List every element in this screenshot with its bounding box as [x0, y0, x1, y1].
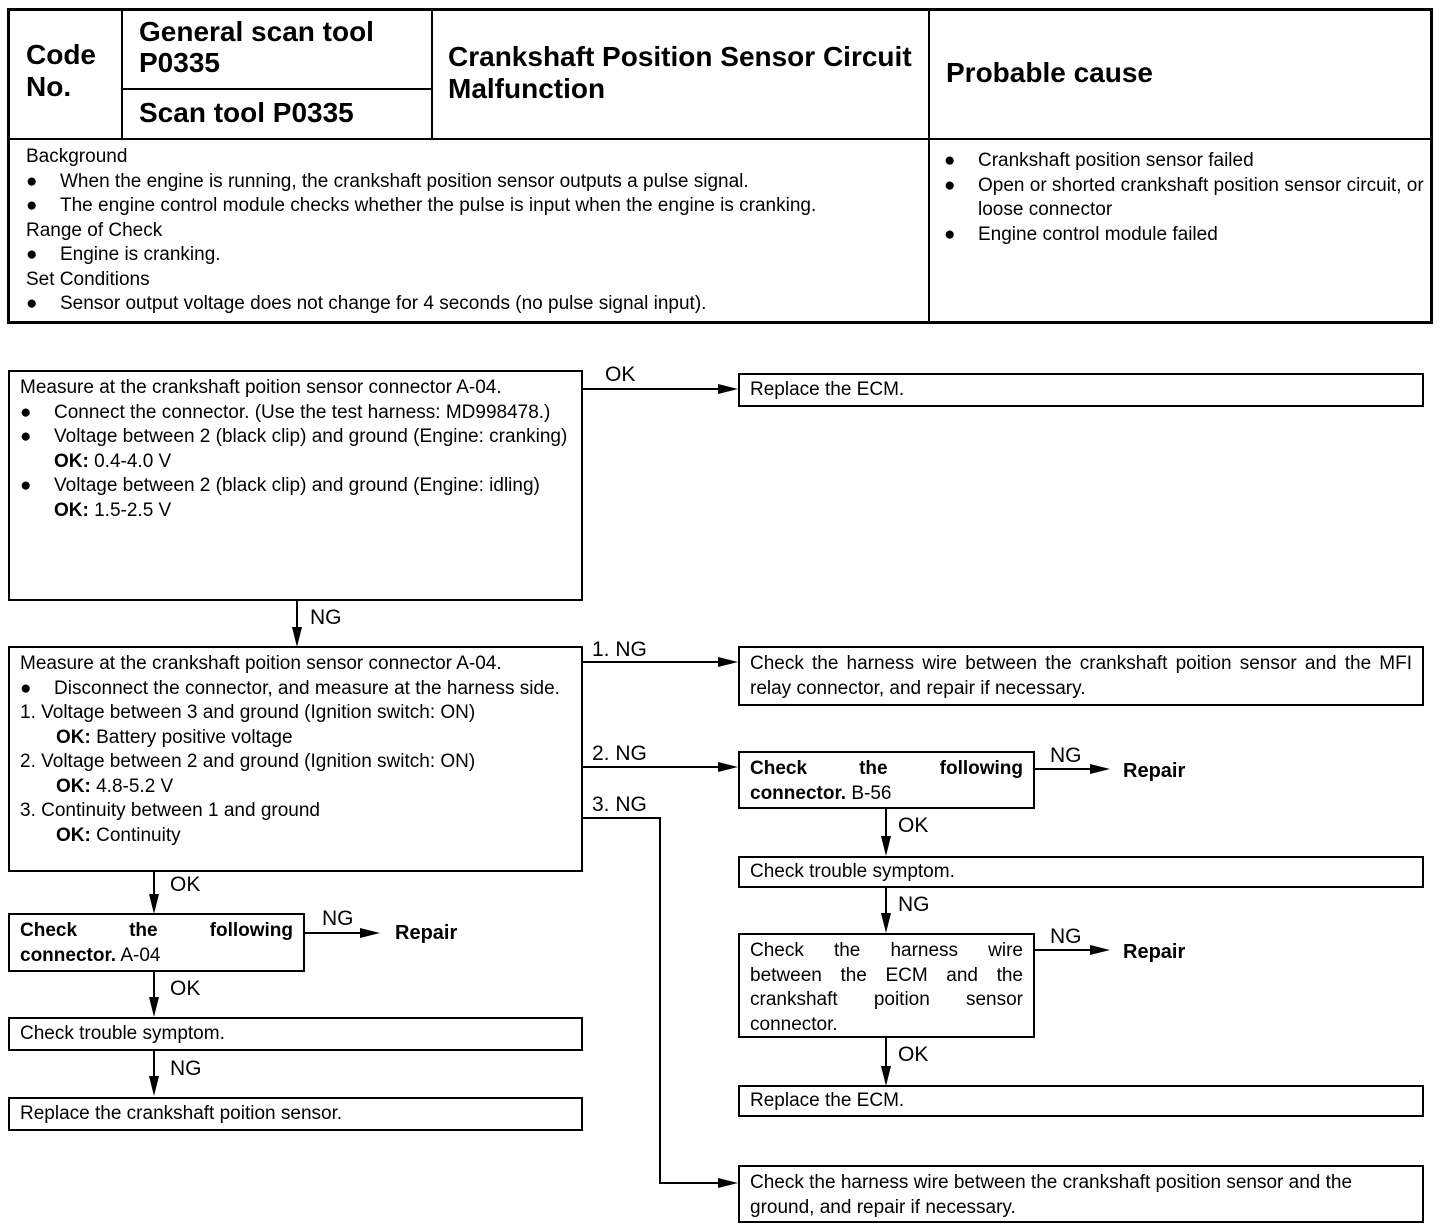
list-item: ● Disconnect the connector, and measure at the harness side. [20, 677, 571, 702]
bullet-icon: ● [944, 174, 956, 196]
arrow-right-icon [360, 928, 380, 938]
check-item-3: 3. Continuity between 1 and ground [20, 800, 320, 821]
arrow-right-icon [1090, 764, 1110, 774]
arrow-right-icon [1090, 945, 1110, 955]
arrow-right-icon [718, 762, 738, 772]
check-b56-box: Check the following connector. B-56 [738, 751, 1035, 809]
bullet-icon: ● [944, 223, 956, 245]
ng-label: NG [322, 907, 354, 930]
bullet-icon: ● [20, 426, 32, 447]
list-item: ● Crankshaft position sensor failed [944, 149, 1424, 174]
description [26, 145, 926, 317]
replace-ecm-box: Replace the ECM. [738, 1085, 1424, 1117]
ng-label: NG [310, 606, 342, 629]
connector-line [583, 388, 723, 390]
bullet-icon: ● [26, 195, 38, 216]
list-item: ● Engine is cranking. [26, 243, 926, 268]
header-divider [928, 11, 930, 321]
replace-ecm-box: Replace the ECM. [738, 373, 1424, 407]
set-conditions-label: Set Conditions [26, 268, 150, 290]
trouble-symptom-left-box: Check trouble symptom. [8, 1017, 583, 1051]
ng-label: NG [170, 1057, 202, 1080]
ng2-label: 2. NG [592, 742, 647, 765]
arrow-right-icon [718, 1178, 738, 1188]
ok-value: OK: Continuity [56, 824, 181, 846]
arrow-down-icon [149, 894, 159, 914]
header-divider [121, 11, 123, 138]
general-scan-tool: General scan tool P0335 [139, 16, 374, 78]
connector-line [305, 932, 365, 934]
connector-line [1035, 768, 1095, 770]
ng3-label: 3. NG [592, 793, 647, 816]
connector-line [885, 809, 887, 839]
scan-tool: Scan tool P0335 [139, 97, 354, 128]
page-title: Crankshaft Position Sensor Circuit Malfunction [448, 41, 912, 104]
connector-line [153, 1051, 155, 1078]
ng-label: NG [898, 893, 930, 916]
code-no-label: Code No. [26, 39, 96, 102]
arrow-down-icon [149, 997, 159, 1017]
list-item: ● Open or shorted crankshaft position sensor circuit, or loose connector [944, 174, 1424, 223]
ok-value: OK: Battery positive voltage [56, 726, 293, 748]
step1-box [8, 370, 583, 601]
probable-cause-title: Probable cause [946, 57, 1153, 88]
arrow-down-icon [149, 1076, 159, 1096]
ok-label: OK [605, 363, 636, 386]
repair-label: Repair [1123, 760, 1186, 782]
background-label: Background [26, 146, 128, 167]
bullet-icon: ● [20, 401, 32, 423]
bullet-icon: ● [20, 475, 32, 496]
arrow-down-icon [292, 627, 302, 647]
repair-label: Repair [1123, 941, 1186, 963]
ng-label: NG [1050, 744, 1082, 767]
replace-sensor-box: Replace the crankshaft poition sensor. [8, 1097, 583, 1131]
header-table [7, 8, 1433, 324]
step2-box [8, 646, 583, 872]
list-item: ● Engine control module failed [944, 223, 1424, 248]
bullet-icon: ● [26, 244, 38, 265]
ng-label: NG [1050, 925, 1082, 948]
list-item: ● Connect the connector. (Use the test harness: MD998478.) [20, 401, 571, 426]
ok-label: OK [170, 977, 201, 1000]
connector-line [1035, 949, 1095, 951]
ok-value: OK: 1.5-2.5 V [54, 499, 172, 521]
connector-line [659, 817, 661, 1184]
trouble-symptom-right-box: Check trouble symptom. [738, 856, 1424, 888]
bullet-icon: ● [944, 150, 956, 171]
header-divider [431, 11, 433, 138]
ok-value: OK: 4.8-5.2 V [56, 775, 174, 797]
arrow-right-icon [718, 384, 738, 394]
connector-line [659, 1182, 723, 1184]
ok-value: OK: 0.4-4.0 V [54, 450, 172, 472]
range-label: Range of Check [26, 219, 163, 241]
step1-title: Measure at the crankshaft poition sensor connector A-04. [20, 377, 502, 398]
step2-title: Measure at the crankshaft poition sensor connector A-04. [20, 653, 502, 674]
bullet-icon: ● [26, 170, 38, 192]
arrow-down-icon [881, 836, 891, 856]
arrow-down-icon [881, 1066, 891, 1086]
harness-mfi-box: Check the harness wire between the crankshaft poition sensor and the MFI relay connector, and repair if necessary. [738, 646, 1424, 706]
connector-line [885, 1038, 887, 1068]
connector-line [583, 817, 661, 819]
list-item: ● Voltage between 2 (black clip) and ground (Engine: cranking) [20, 425, 571, 450]
ng1-label: 1. NG [592, 638, 647, 661]
list-item: ● When the engine is running, the crankshaft position sensor outputs a pulse signal. [26, 170, 926, 195]
header-divider [10, 138, 1430, 140]
bullet-icon: ● [20, 677, 32, 699]
arrow-right-icon [718, 657, 738, 667]
harness-ecm-box: Check the harness wire between the ECM and the crankshaft poition sensor connector. [738, 933, 1035, 1038]
list-item: ● The engine control module checks whether the pulse is input when the engine is cranking. [26, 194, 926, 219]
connector-line [583, 661, 723, 663]
connector-line [885, 888, 887, 916]
check-item-1: 1. Voltage between 3 and ground (Ignition switch: ON) [20, 702, 476, 723]
ok-label: OK [898, 1043, 929, 1066]
list-item: ● Voltage between 2 (black clip) and ground (Engine: idling) [20, 474, 571, 499]
repair-label: Repair [395, 922, 458, 944]
bullet-icon: ● [26, 293, 38, 314]
check-item-2: 2. Voltage between 2 and ground (Ignition switch: ON) [20, 751, 476, 772]
header-divider [121, 88, 433, 90]
connector-line [583, 766, 723, 768]
probable-causes [944, 149, 1424, 247]
ok-label: OK [170, 873, 201, 896]
list-item: ● Sensor output voltage does not change for 4 seconds (no pulse signal input). [26, 292, 926, 317]
ok-label: OK [898, 814, 929, 837]
harness-ground-box: Check the harness wire between the crankshaft position sensor and the ground, and repair if necessary. [738, 1165, 1424, 1223]
connector-line [153, 972, 155, 1000]
arrow-down-icon [881, 913, 891, 933]
check-a04-box: Check the following connector. A-04 [8, 913, 305, 972]
